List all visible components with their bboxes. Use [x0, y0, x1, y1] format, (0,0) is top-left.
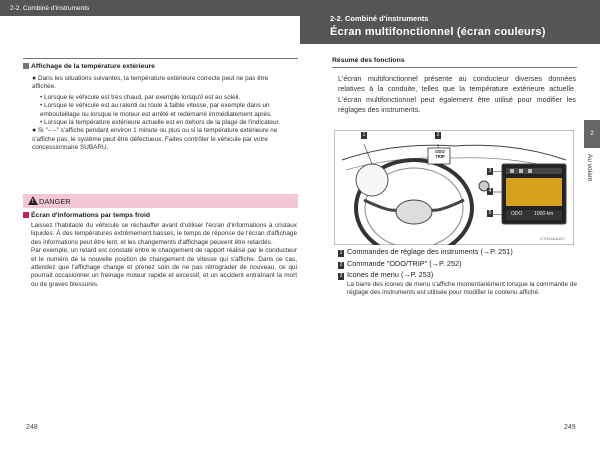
danger-title: Écran d'informations par temps froid	[23, 212, 298, 219]
summary-title: Résumé des fonctions	[332, 57, 405, 64]
danger-body	[31, 222, 297, 289]
chapter-number: 2	[584, 120, 600, 148]
screen-odo-text: ODO	[511, 211, 523, 217]
callout-list	[338, 246, 513, 281]
bullet-2: ● Si "– –" s'affiche pendant environ 1 minute ou plus ou si la température extérieure ne s'affiche pas, le système peut être défectueux. Faites contrôler le véhicule par votre concessionnaire SUBARU.	[32, 127, 278, 152]
left-header-text: 2-2. Combiné d'instruments	[10, 5, 90, 12]
chapter-side-tab	[584, 120, 600, 200]
danger-banner: ! DANGER	[23, 194, 298, 208]
danger-paragraph-1: Laissez l'habitacle du véhicule se réchauffer avant d'utiliser l'écran d'informations à cristaux liquides. À des températures extrêmement basses, le temps de réponse de l'écran d'affichage des informations peut être lent, et les changements d'affichage peuvent être retardés.	[31, 222, 297, 246]
chapter-title: Au volant	[586, 154, 593, 182]
sub-item-3: • Lorsque la température extérieure actuelle est en dehors de la plage de l'indicateur.	[40, 119, 281, 127]
sub-item-2: • Lorsque le véhicule est au ralenti ou roule à faible vitesse, par exemple dans un embouteillage ou lorsque le moteur est arrêté et redémarré immédiatement après.	[40, 102, 272, 118]
callout-2: 2	[436, 132, 440, 138]
right-header-title: Écran multifonctionnel (écran couleurs)	[330, 26, 546, 38]
screen-odometer-value: 1000 km	[534, 211, 554, 217]
temperature-notes	[32, 75, 292, 153]
bullet-1: ● Dans les situations suivantes, la température extérieure correcte peut ne pas être affichée.	[32, 75, 269, 91]
list-item: 1 Commandes de réglage des instruments (→P. 251)	[339, 247, 513, 256]
square-bullet-icon	[23, 63, 29, 69]
callout-5: 5	[488, 210, 492, 216]
circle-bullet-icon: ●	[32, 75, 37, 82]
summary-divider	[332, 67, 577, 68]
menu-note: La barre des icones de menu s'affiche momentanément lorsque la commande de réglage des instruments est utilisée pour modifier le contenu affiché.	[347, 281, 577, 297]
sub-item-1: • Lorsque le véhicule est très chaud, par exemple lorsqu'il est au soleil.	[40, 93, 241, 101]
right-header	[300, 0, 600, 44]
red-square-icon	[23, 212, 29, 218]
instrument-cluster-illustration	[334, 130, 574, 245]
danger-label: DANGER	[39, 197, 71, 206]
section-divider	[23, 58, 298, 59]
page-number-left: 248	[26, 424, 38, 431]
list-item: 3 Icones de menu (→P. 253)	[339, 270, 434, 279]
left-header-bar	[0, 0, 300, 16]
callout-1: 1	[362, 132, 366, 138]
right-page	[300, 0, 600, 450]
list-item: 2 Commande "ODO/TRIP" (→P. 252)	[339, 258, 462, 268]
circle-bullet-icon: ●	[32, 127, 37, 135]
image-code: CTH22AA107	[540, 236, 565, 241]
odo-trip-label: ODO TRIP	[435, 149, 445, 159]
section-title: Affichage de la température extérieure	[23, 63, 298, 70]
danger-paragraph-2: Par exemple, un retard est constaté entre le changement de rapport réalisé par le conducteur et le numéro de la nouvelle position de changement de vitesse qui s'affiche. Dans ce cas, attendez que l'affichage change et prenez soin de ne pas rétrograder de nouveau, ce qui pourrait occasionner un freinage moteur rapide et excessif, et un accident entraînant la mort ou de graves blessures.	[31, 247, 297, 288]
callout-4: 4	[488, 188, 492, 194]
right-header-sub: 2-2. Combiné d'instruments	[330, 14, 429, 23]
callout-3: 3	[488, 168, 492, 174]
page-number-right: 249	[564, 424, 576, 431]
summary-intro: L'écran multifonctionnel présente au conducteur diverses données relatives à la conduite, telles que la température extérieure actuelle. L'écran multifonctionnel peut également être utilisé pour modifier les réglages des instruments.	[338, 74, 576, 115]
